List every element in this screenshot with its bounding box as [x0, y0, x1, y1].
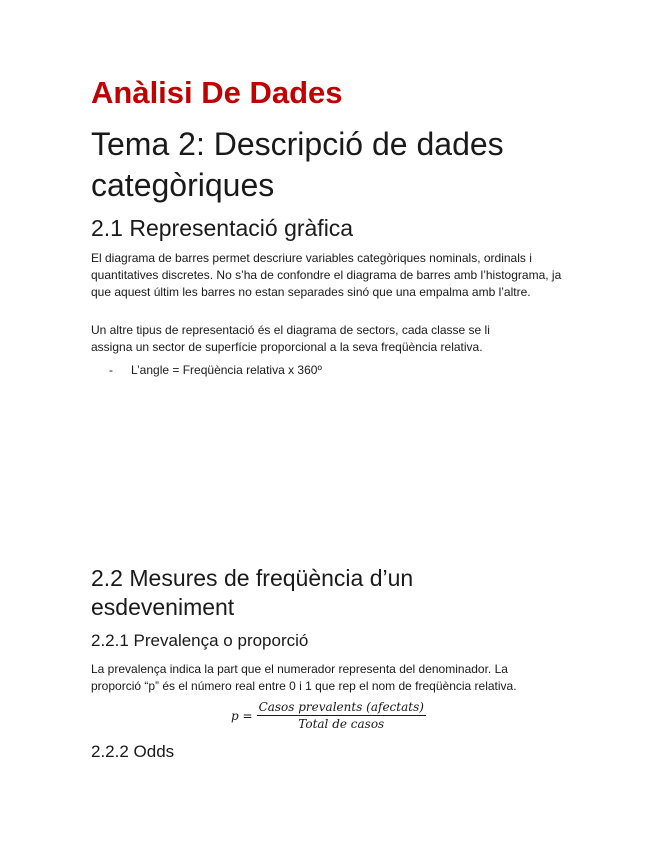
formula-denominator: Total de casos: [298, 717, 385, 731]
section-2-2-heading: 2.2 Mesures de freqüència d’un esdeveniment: [91, 565, 414, 620]
section-2-2-2-heading: 2.2.2 Odds: [91, 742, 175, 761]
section-2-1-paragraph-2: Un altre tipus de representació és el diagrama de sectors, cada classe se li assigna un sector de superfície proporcional a la seva freqüència relativa.: [91, 323, 490, 354]
bullet-text: L’angle = Freqüència relativa x 360º: [131, 363, 322, 377]
prevalence-formula: [231, 700, 426, 731]
section-2-2-1-paragraph: La prevalença indica la part que el numerador representa del denominador. La proporció “p” és el número real entre 0 i 1 que rep el nom de freqüència relativa.: [91, 662, 517, 693]
formula-fraction: [257, 700, 426, 731]
section-2-1-heading: 2.1 Representació gràfica: [91, 215, 354, 241]
angle-bullet: [109, 362, 322, 379]
formula-lhs: p =: [231, 708, 253, 723]
formula-numerator: Casos prevalents (afectats): [258, 700, 424, 714]
section-2-2-1-heading: 2.2.1 Prevalença o proporció: [91, 631, 309, 650]
section-2-1-paragraph-1: El diagrama de barres permet descriure variables categòriques nominals, ordinals i quantitatives discretes. No s’ha de confondre el diagrama de barres amb l’histograma, ja que aquest últim les barres no estan separades sinó que una empalma amb l’altre.: [91, 251, 562, 299]
bullet-dash: -: [109, 363, 113, 377]
tema-title: Tema 2: Descripció de dades categòriques: [91, 126, 504, 203]
document-title: Anàlisi De Dades: [91, 75, 343, 110]
